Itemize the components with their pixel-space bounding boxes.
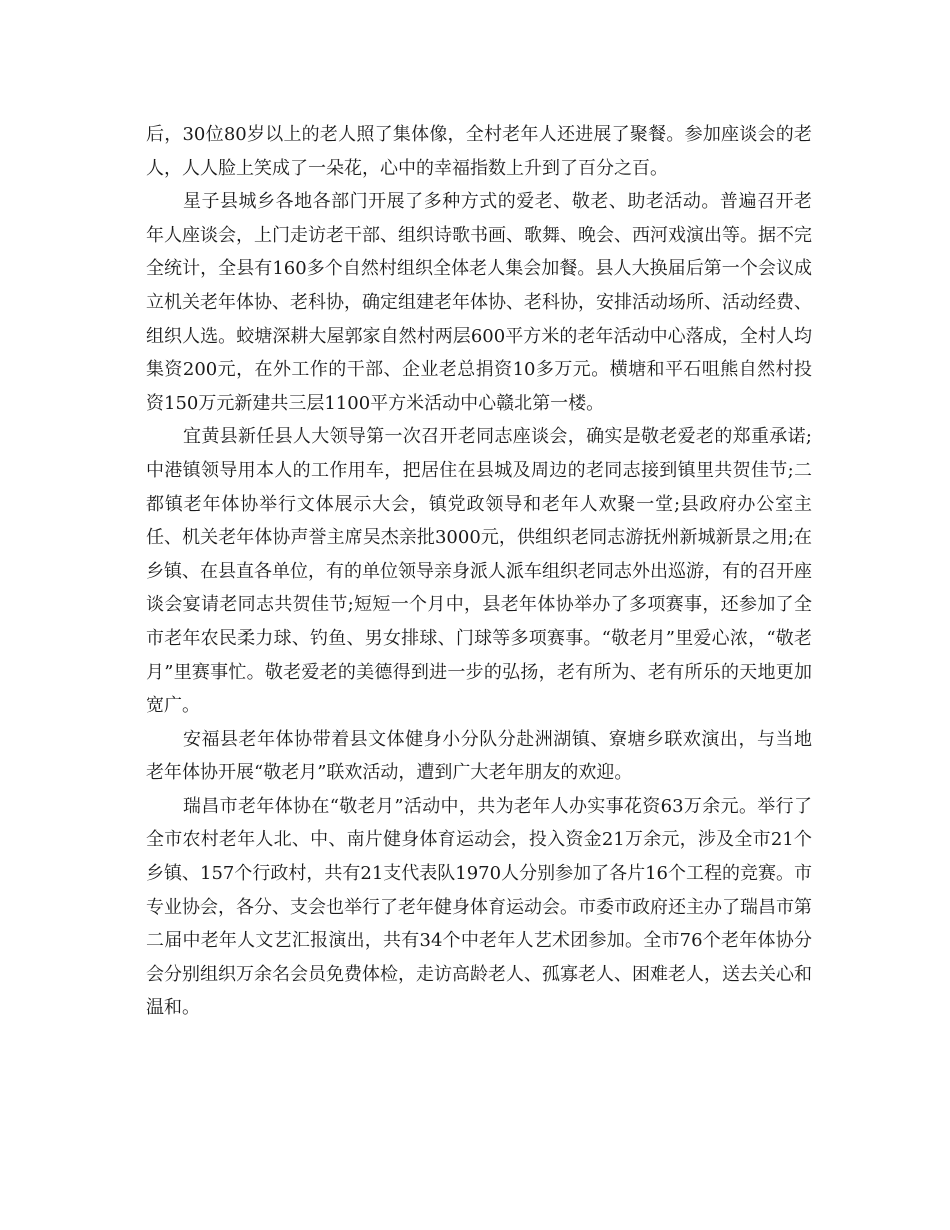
document-body	[146, 118, 812, 1025]
paragraph-4: 安福县老年体协带着县文体健身小分队分赴洲湖镇、寮塘乡联欢演出，与当地老年体协开展“敬老月”联欢活动，遭到广大老年朋友的欢迎。	[146, 728, 812, 784]
paragraph-3: 宜黄县新任县人大领导第一次召开老同志座谈会，确实是敬老爱老的郑重承诺;中港镇领导用本人的工作用车，把居住在县城及周边的老同志接到镇里共贺佳节;二都镇老年体协举行文体展示大会，镇党政领导和老年人欢聚一堂;县政府办公室主任、机关老年体协声誉主席吴杰亲批3000元，供组织老同志游抚州新城新景之用;在乡镇、在县直各单位，有的单位领导亲身派人派车组织老同志外出巡游，有的召开座谈会宴请老同志共贺佳节;短短一个月中，县老年体协举办了多项赛事，还参加了全市老年农民柔力球、钓鱼、男女排球、门球等多项赛事。“敬老月”里爱心浓，“敬老月”里赛事忙。敬老爱老的美德得到进一步的弘扬，老有所为、老有所乐的天地更加宽广。	[146, 426, 812, 717]
paragraph-2: 星子县城乡各地各部门开展了多种方式的爱老、敬老、助老活动。普遍召开老年人座谈会，上门走访老干部、组织诗歌书画、歌舞、晚会、西河戏演出等。据不完全统计，全县有160多个自然村组织全体老人集会加餐。县人大换届后第一个会议成立机关老年体协、老科协，确定组建老年体协、老科协，安排活动场所、活动经费、组织人选。蛟塘深耕大屋郭家自然村两层600平方米的老年活动中心落成，全村人均集资200元，在外工作的干部、企业老总捐资10多万元。横塘和平石咀熊自然村投资150万元新建共三层1100平方米活动中心赣北第一楼。	[146, 191, 812, 414]
paragraph-1: 后，30位80岁以上的老人照了集体像，全村老年人还进展了聚餐。参加座谈会的老人，人人脸上笑成了一朵花，心中的幸福指数上升到了百分之百。	[146, 124, 812, 179]
paragraph-5: 瑞昌市老年体协在“敬老月”活动中，共为老年人办实事花资63万余元。举行了全市农村老年人北、中、南片健身体育运动会，投入资金21万余元，涉及全市21个乡镇、157个行政村，共有21支代表队1970人分别参加了各片16个工程的竞赛。市专业协会，各分、支会也举行了老年健身体育运动会。市委市政府还主办了瑞昌市第二届中老年人文艺汇报演出，共有34个中老年人艺术团参加。全市76个老年体协分会分别组织万余名会员免费体检，走访高龄老人、孤寡老人、困难老人，送去关心和温和。	[146, 795, 812, 1019]
